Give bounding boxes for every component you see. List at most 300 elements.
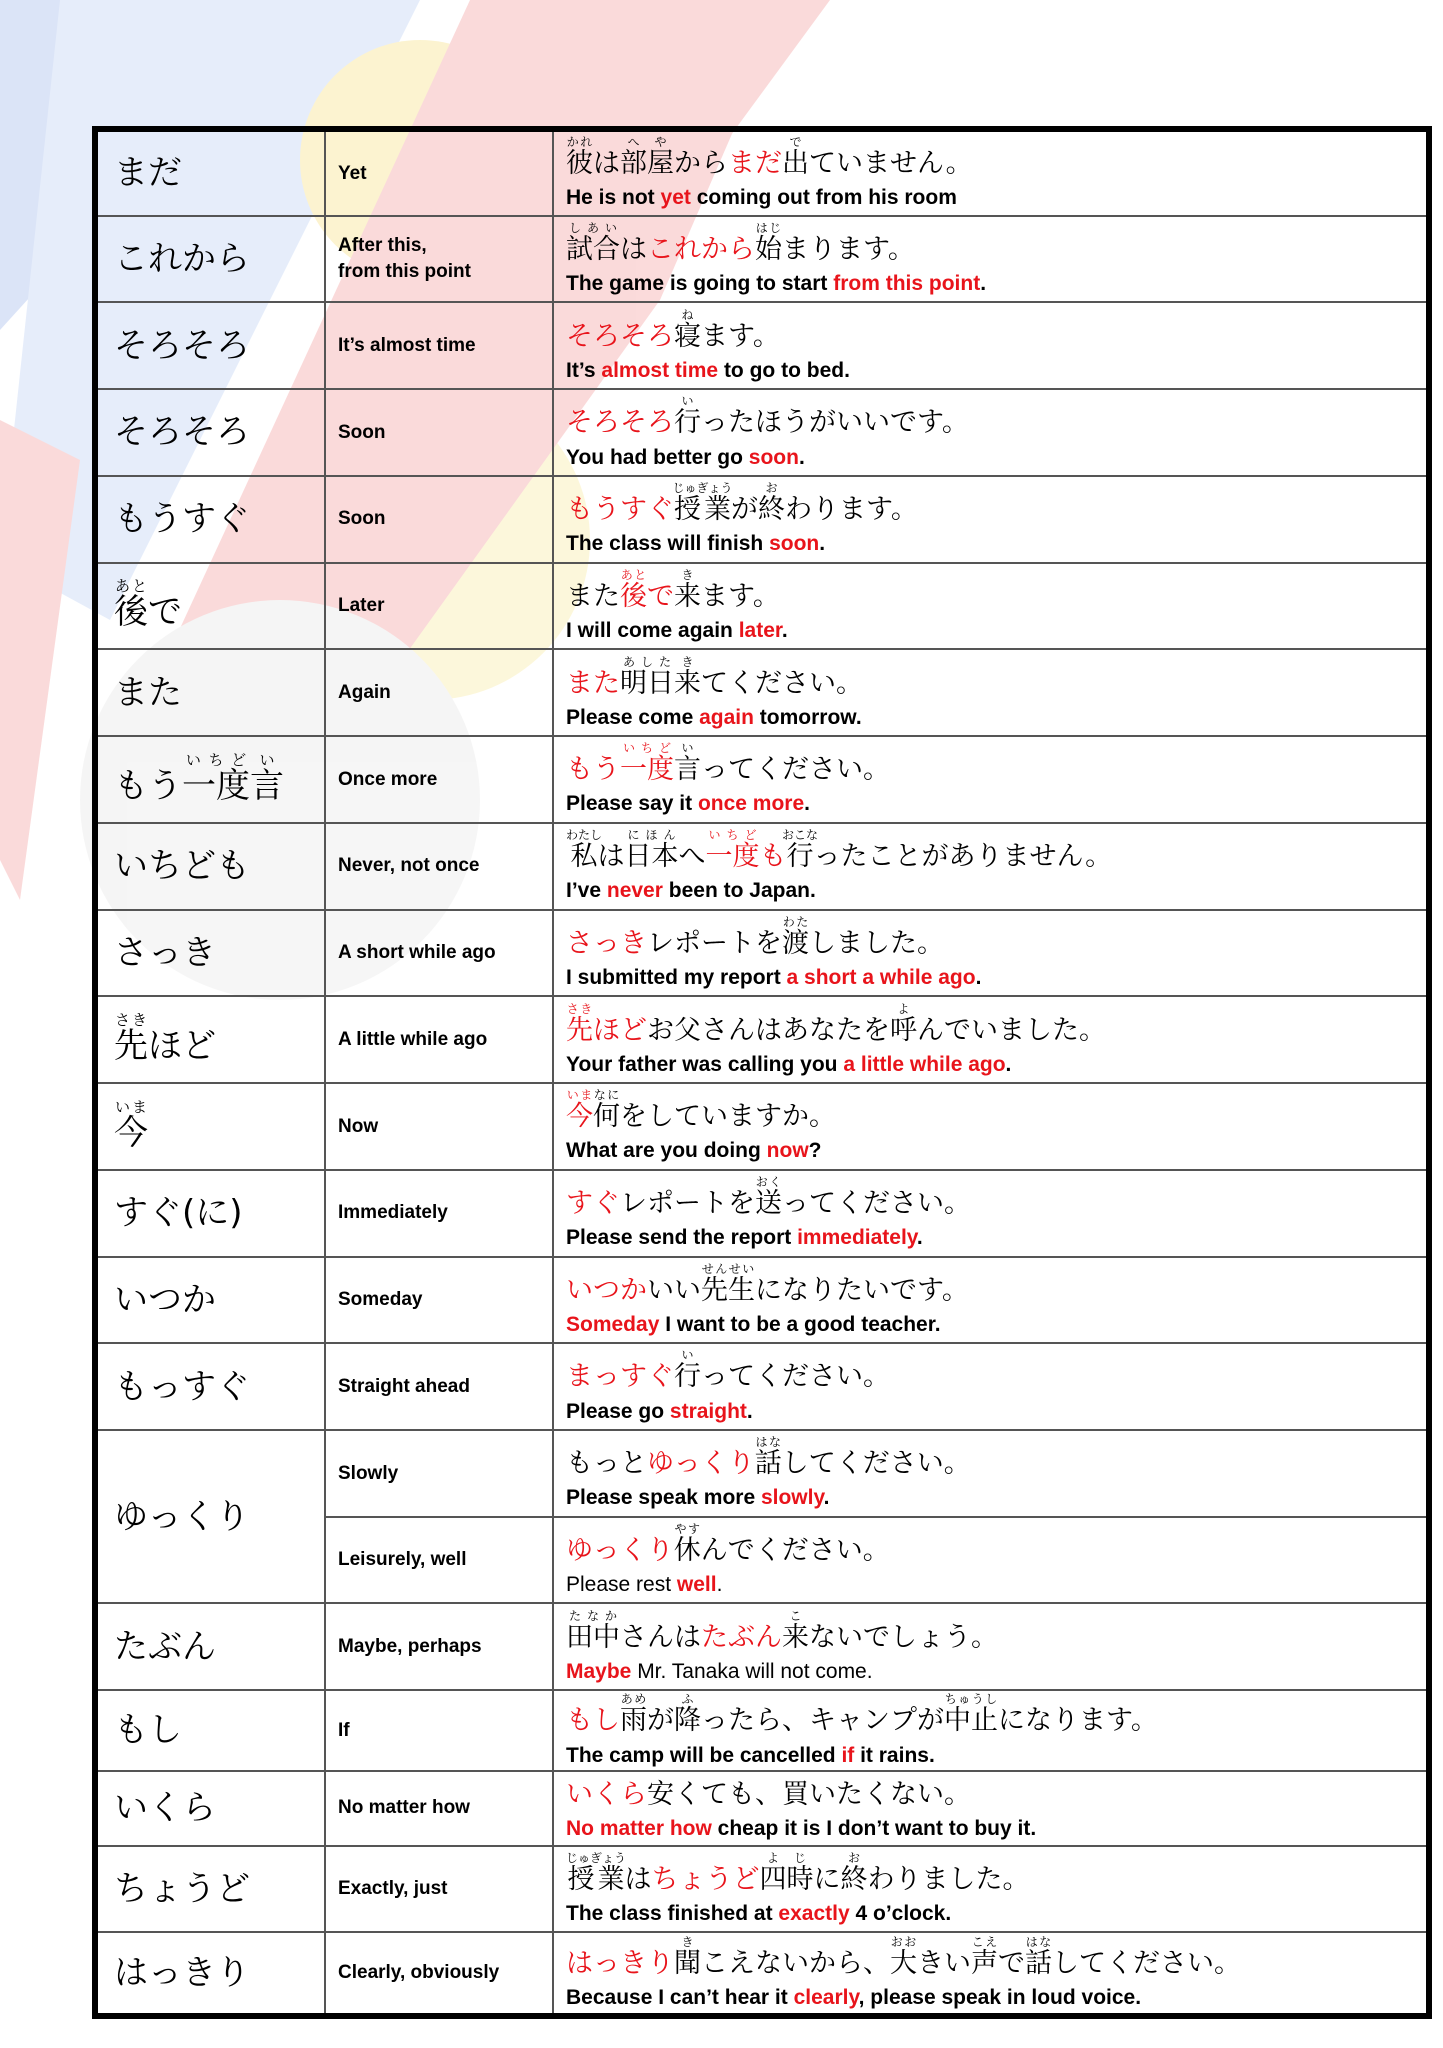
example-english [566, 531, 1426, 557]
furigana-ruby: 来き [674, 567, 701, 612]
table-row [95, 649, 1429, 736]
meaning-text: Never, not once [338, 855, 480, 877]
furigana-ruby: 呼よ [890, 1001, 917, 1046]
meaning-cell [325, 129, 553, 216]
highlight-text: a short a while ago [786, 965, 976, 989]
example-english [566, 965, 1426, 991]
example-english [566, 1399, 1426, 1425]
jp-segment: ってください。 [701, 754, 890, 786]
furigana-reading: あめ [620, 1692, 647, 1707]
furigana-reading: こ [782, 1608, 809, 1623]
vocab-word: そろそろ [114, 325, 250, 366]
jp-segment: は [620, 233, 647, 265]
example-japanese [566, 394, 1426, 442]
en-segment: . [1005, 1052, 1012, 1076]
meaning-cell [325, 216, 553, 303]
furigana-ruby: 声こえ [971, 1934, 998, 1979]
furigana-ruby: 聞き [674, 1934, 701, 1979]
en-segment: coming out from his room [690, 186, 957, 210]
furigana-reading: よ [890, 1001, 917, 1016]
en-segment: . [823, 1486, 830, 1510]
en-segment: Please rest [566, 1573, 677, 1597]
table-row [95, 996, 1429, 1083]
jp-segment: ゆっくり [566, 1534, 674, 1566]
jp-segment: へ [678, 841, 706, 873]
example-japanese [566, 1851, 1426, 1899]
jp-segment: お父さんはあなたを [647, 1014, 890, 1046]
en-segment: Your father was calling you [566, 1052, 844, 1076]
highlight-text: soon [769, 532, 820, 556]
en-segment: I submitted my report [566, 965, 787, 989]
word-cell [95, 389, 325, 476]
example-japanese [566, 1348, 1426, 1396]
furigana-reading: じゅぎょう [566, 1850, 627, 1865]
meaning-text: Exactly, just [338, 1878, 448, 1900]
furigana-ruby: 一度いちど [705, 828, 760, 873]
meaning-cell [325, 996, 553, 1083]
meaning-text: Yet [338, 162, 367, 184]
jp-segment: は [624, 1863, 652, 1895]
table-row [95, 736, 1429, 823]
en-segment: I want to be a good teacher. [659, 1312, 941, 1336]
en-segment: Please come [566, 705, 700, 729]
vocab-word: もうすぐ [114, 499, 250, 540]
furigana-reading: い [674, 394, 701, 409]
furigana-ruby: 始はじ [755, 220, 782, 265]
furigana-reading: わたし [566, 828, 603, 843]
highlight-text: No matter how [566, 1816, 712, 1840]
furigana-ruby: 先生せんせい [701, 1261, 755, 1306]
furigana-reading: お [840, 1850, 868, 1865]
furigana-reading: やす [673, 1521, 701, 1536]
furigana-ruby: 先さき [566, 1001, 593, 1046]
example-japanese [566, 221, 1426, 269]
jp-segment: してください。 [1052, 1947, 1241, 1979]
vocab-word [114, 751, 324, 808]
en-segment: . [746, 1399, 753, 1423]
example-cell [553, 129, 1429, 216]
vocab-word: いつか [114, 1279, 216, 1320]
jp-segment: まだ [728, 148, 782, 180]
meaning-text: Soon [338, 421, 386, 443]
jp-segment: また [566, 667, 620, 699]
example-cell [553, 996, 1429, 1083]
word-cell [95, 736, 325, 823]
meaning-cell [325, 736, 553, 823]
example-cell [553, 1846, 1429, 1933]
furigana-ruby: 私わたし [566, 828, 603, 873]
furigana-ruby: 出で [782, 135, 809, 180]
jp-segment: ていません。 [809, 148, 973, 180]
furigana-ruby: 何なに [593, 1088, 620, 1133]
meaning-cell [325, 1603, 553, 1690]
furigana-ruby: 行い [674, 1348, 701, 1393]
furigana-ruby: 授業じゅぎょう [566, 1850, 627, 1895]
meaning-cell [325, 910, 553, 997]
furigana-reading: いちど [182, 750, 250, 769]
vocab-word: ゆっくり [114, 1496, 250, 1537]
furigana-reading: あと [114, 577, 148, 596]
meaning-text: Soon [338, 508, 386, 530]
example-english [566, 791, 1426, 817]
furigana-reading: しあい [566, 220, 620, 235]
vocab-word [114, 1011, 324, 1068]
furigana-ruby: 田中たなか [566, 1608, 620, 1653]
jp-segment: になりたいです。 [755, 1274, 969, 1306]
furigana-reading: はな [1025, 1934, 1052, 1949]
word-cell [95, 1083, 325, 1170]
furigana-ruby: 休やす [673, 1521, 701, 1566]
jp-segment: してください。 [781, 1448, 971, 1480]
vocab-word: これから [114, 239, 250, 279]
jp-segment: 安くても、買いたくない。 [647, 1778, 971, 1810]
example-english [566, 1816, 1426, 1842]
table-row [95, 1932, 1429, 2016]
example-cell [553, 1343, 1429, 1430]
example-english [566, 705, 1426, 731]
en-segment: Mr. Tanaka will not come. [631, 1659, 873, 1683]
vocab-word: まだ [114, 153, 182, 194]
word-cell [95, 1846, 325, 1933]
example-cell [553, 1603, 1429, 1690]
furigana-ruby: 行い [674, 394, 701, 439]
highlight-text: immediately [797, 1226, 917, 1250]
table-row [95, 1170, 1429, 1257]
meaning-cell [325, 1517, 553, 1604]
word-cell [95, 563, 325, 650]
meaning-cell [325, 1690, 553, 1771]
en-segment: Please say it [566, 792, 698, 816]
example-english [566, 618, 1426, 644]
furigana-ruby: 渡わた [782, 914, 809, 959]
furigana-reading: じゅぎょう [672, 481, 733, 496]
highlight-text: now [766, 1139, 809, 1163]
en-segment: cheap it is I don’t want to buy it. [711, 1816, 1037, 1840]
example-japanese [566, 1692, 1426, 1740]
vocab-word: たぶん [114, 1626, 216, 1667]
word-cell [95, 1257, 325, 1344]
highlight-text: once more [697, 792, 805, 816]
example-cell [553, 823, 1429, 910]
highlight-text: yet [660, 186, 691, 210]
jp-segment: こえないから、 [701, 1947, 890, 1979]
meaning-text: Someday [338, 1289, 423, 1311]
word-cell [95, 1343, 325, 1430]
meaning-cell [325, 302, 553, 389]
jp-segment: レポートを [647, 927, 782, 959]
jp-segment: で [647, 580, 674, 612]
en-segment: The class will finish [566, 532, 770, 556]
jp-segment: に [813, 1863, 841, 1895]
furigana-ruby: 試合しあい [566, 220, 620, 265]
furigana-ruby: 言い [674, 741, 701, 786]
table-row [95, 1343, 1429, 1430]
word-cell [95, 216, 325, 303]
example-japanese [566, 481, 1426, 529]
example-japanese [566, 1435, 1426, 1483]
meaning-text: No matter how [338, 1797, 470, 1819]
table-row [95, 563, 1429, 650]
example-japanese [566, 135, 1426, 183]
meaning-text: If [338, 1719, 350, 1741]
example-cell [553, 302, 1429, 389]
word-cell [95, 476, 325, 563]
en-segment: You had better go [566, 445, 749, 469]
furigana-reading: せんせい [701, 1261, 755, 1276]
example-cell [553, 476, 1429, 563]
furigana-ruby: 後あと [114, 577, 148, 633]
furigana-ruby: 降ふ [674, 1692, 701, 1737]
en-segment: . [916, 1226, 923, 1250]
furigana-reading: おく [755, 1174, 782, 1189]
jp-segment: から [674, 148, 728, 180]
example-japanese [566, 568, 1426, 616]
example-english [566, 878, 1426, 904]
furigana-ruby: 話はな [754, 1435, 782, 1480]
furigana-reading: ふ [674, 1692, 701, 1707]
word-cell [95, 1430, 325, 1603]
highlight-text: soon [748, 445, 799, 469]
furigana-ruby: 先さき [114, 1011, 148, 1067]
table-row [95, 910, 1429, 997]
furigana-reading: あした [620, 654, 674, 669]
example-japanese [566, 1775, 1426, 1814]
en-segment: 4 o’clock. [849, 1901, 952, 1925]
vocab-word: いちども [114, 846, 250, 887]
furigana-ruby: 話はな [1025, 1934, 1052, 1979]
en-segment: Please speak more [566, 1486, 761, 1510]
jp-segment: ったほうがいいです。 [701, 407, 969, 439]
highlight-text: exactly [778, 1901, 850, 1925]
example-cell [553, 389, 1429, 476]
furigana-ruby: 来き [674, 654, 701, 699]
furigana-ruby: 後あと [620, 567, 647, 612]
word-cell [95, 1170, 325, 1257]
en-segment: it rains. [854, 1743, 935, 1767]
furigana-reading: かれ [566, 135, 593, 150]
jp-segment: さっき [566, 927, 647, 959]
example-english [566, 1225, 1426, 1251]
jp-segment: わりました。 [867, 1863, 1030, 1895]
example-english [566, 1572, 1426, 1598]
meaning-text: Slowly [338, 1462, 399, 1484]
table-row [95, 476, 1429, 563]
furigana-reading: いま [114, 1097, 148, 1116]
furigana-reading: はじ [755, 220, 782, 235]
furigana-ruby: 部屋へや [620, 135, 674, 180]
meaning-cell [325, 563, 553, 650]
vocab-word: また [114, 672, 182, 713]
furigana-ruby: 雨あめ [620, 1692, 647, 1737]
furigana-reading: い [674, 741, 701, 756]
meaning-text: Later [338, 595, 385, 617]
example-cell [553, 1771, 1429, 1846]
meaning-text: It’s almost time [338, 335, 476, 357]
example-english [566, 1138, 1426, 1164]
jp-segment: になります。 [998, 1705, 1158, 1737]
furigana-reading: いちど [705, 828, 760, 843]
meaning-text: Immediately [338, 1202, 448, 1224]
en-segment: The camp will be cancelled [566, 1743, 842, 1767]
meaning-cell [325, 476, 553, 563]
table-row [95, 1083, 1429, 1170]
highlight-text: again [699, 705, 754, 729]
jp-segment: ったことがありません。 [813, 841, 1113, 873]
en-segment: The class finished at [566, 1901, 779, 1925]
jp-segment: もっと [566, 1448, 647, 1480]
jp-segment: てください。 [701, 667, 863, 699]
en-segment: I will come again [566, 618, 739, 642]
jp-segment: ほど [593, 1014, 647, 1046]
meaning-cell [325, 1771, 553, 1846]
example-english [566, 1485, 1426, 1511]
en-segment: to go to bed. [718, 358, 850, 382]
furigana-reading: あと [620, 567, 647, 582]
jp-segment: また [566, 580, 620, 612]
table-row [95, 1690, 1429, 1771]
jp-segment: をしていますか。 [620, 1101, 836, 1133]
furigana-reading: お [758, 481, 785, 496]
furigana-reading: き [674, 567, 701, 582]
meaning-text: After this, [338, 235, 427, 257]
example-english [566, 1312, 1426, 1338]
furigana-reading: なに [593, 1088, 620, 1103]
furigana-ruby: 終お [758, 481, 786, 526]
jp-segment: もうすぐ [566, 494, 674, 526]
highlight-text: a little while ago [843, 1052, 1006, 1076]
en-segment: I’ve [566, 879, 607, 903]
meaning-cell [325, 1932, 553, 2016]
meaning-text: Now [338, 1115, 379, 1137]
jp-segment: いい [647, 1274, 701, 1306]
word-cell [95, 1690, 325, 1771]
en-segment: ? [808, 1139, 822, 1163]
word-cell [95, 1771, 325, 1846]
jp-segment: まっすぐ [566, 1361, 674, 1393]
jp-segment: は [597, 841, 625, 873]
jp-segment: ってください。 [782, 1187, 971, 1219]
example-cell [553, 216, 1429, 303]
jp-segment: が [731, 494, 759, 526]
furigana-ruby: 一度いちど [620, 741, 674, 786]
example-cell [553, 1932, 1429, 2016]
table-row [95, 389, 1429, 476]
jp-segment: もし [566, 1705, 620, 1737]
example-japanese [566, 1935, 1426, 1983]
word-suffix: ほど [148, 1026, 216, 1067]
meaning-cell [325, 1257, 553, 1344]
furigana-reading: わた [782, 914, 809, 929]
jp-segment: たぶん [701, 1621, 782, 1653]
meaning-cell [325, 1083, 553, 1170]
jp-segment: レポートを [620, 1187, 755, 1219]
word-suffix: で [148, 592, 182, 633]
en-segment: , please speak in loud voice. [858, 1986, 1142, 2010]
highlight-text: Someday [566, 1312, 660, 1336]
furigana-ruby: 彼かれ [566, 135, 593, 180]
furigana-reading: へや [620, 135, 674, 150]
meaning-text: Straight ahead [338, 1375, 470, 1397]
word-cell [95, 996, 325, 1083]
word-cell [95, 823, 325, 910]
furigana-reading: いま [566, 1088, 593, 1103]
example-cell [553, 1170, 1429, 1257]
highlight-text: if [841, 1743, 855, 1767]
example-japanese [566, 655, 1426, 703]
jp-segment: ゆっくり [647, 1448, 755, 1480]
furigana-reading: よじ [759, 1850, 814, 1865]
jp-segment: まります。 [782, 233, 915, 265]
table-row [95, 823, 1429, 910]
example-japanese [566, 1262, 1426, 1310]
furigana-reading: き [674, 654, 701, 669]
meaning-cell [325, 1343, 553, 1430]
jp-segment: が [647, 1705, 674, 1737]
furigana-reading: ちゅうし [944, 1692, 998, 1707]
highlight-text: almost time [601, 358, 719, 382]
jp-segment: もう [566, 754, 620, 786]
furigana-ruby: 今いま [566, 1088, 593, 1133]
example-cell [553, 563, 1429, 650]
furigana-ruby: 終お [840, 1850, 868, 1895]
en-segment: The game is going to start [566, 272, 834, 296]
meaning-text: Clearly, obviously [338, 1962, 500, 1984]
example-english [566, 1052, 1426, 1078]
example-english [566, 1901, 1426, 1927]
highlight-text: clearly [793, 1986, 859, 2010]
word-cell [95, 649, 325, 736]
example-cell [553, 1690, 1429, 1771]
furigana-reading: い [250, 750, 284, 769]
furigana-ruby: 寝ね [674, 307, 701, 352]
example-english [566, 445, 1426, 471]
example-cell [553, 1257, 1429, 1344]
jp-segment: ます。 [701, 320, 780, 352]
table-row [95, 1846, 1429, 1933]
word-cell [95, 129, 325, 216]
meaning-text: A short while ago [338, 942, 496, 964]
furigana-reading: おお [890, 1934, 917, 1949]
en-segment: . [804, 792, 810, 816]
meaning-text: Leisurely, well [338, 1549, 467, 1571]
example-japanese [566, 1609, 1426, 1657]
furigana-reading: おこな [782, 828, 819, 843]
vocabulary-table-body [95, 129, 1429, 2016]
furigana-ruby: 授業じゅぎょう [672, 481, 733, 526]
meaning-text: Again [338, 681, 391, 703]
vocab-word: さっき [114, 932, 216, 973]
jp-segment: そろそろ [566, 320, 674, 352]
meaning-cell [325, 649, 553, 736]
example-english [566, 1743, 1426, 1769]
meaning-text: Maybe, perhaps [338, 1636, 482, 1658]
example-japanese [566, 1175, 1426, 1223]
highlight-text: never [606, 879, 663, 903]
meaning-cell [325, 1846, 553, 1933]
jp-segment: これから [647, 233, 755, 265]
example-japanese [566, 915, 1426, 963]
vocab-word: いくら [114, 1788, 216, 1829]
en-segment: He is not [566, 186, 661, 210]
furigana-ruby: 今いま [114, 1097, 148, 1153]
word-cell [95, 1603, 325, 1690]
en-segment: . [980, 272, 987, 296]
jp-segment: しました。 [809, 927, 944, 959]
en-segment: . [819, 532, 826, 556]
table-row [95, 216, 1429, 303]
jp-segment: ったら、キャンプが [701, 1705, 944, 1737]
en-segment: been to Japan. [662, 879, 816, 903]
